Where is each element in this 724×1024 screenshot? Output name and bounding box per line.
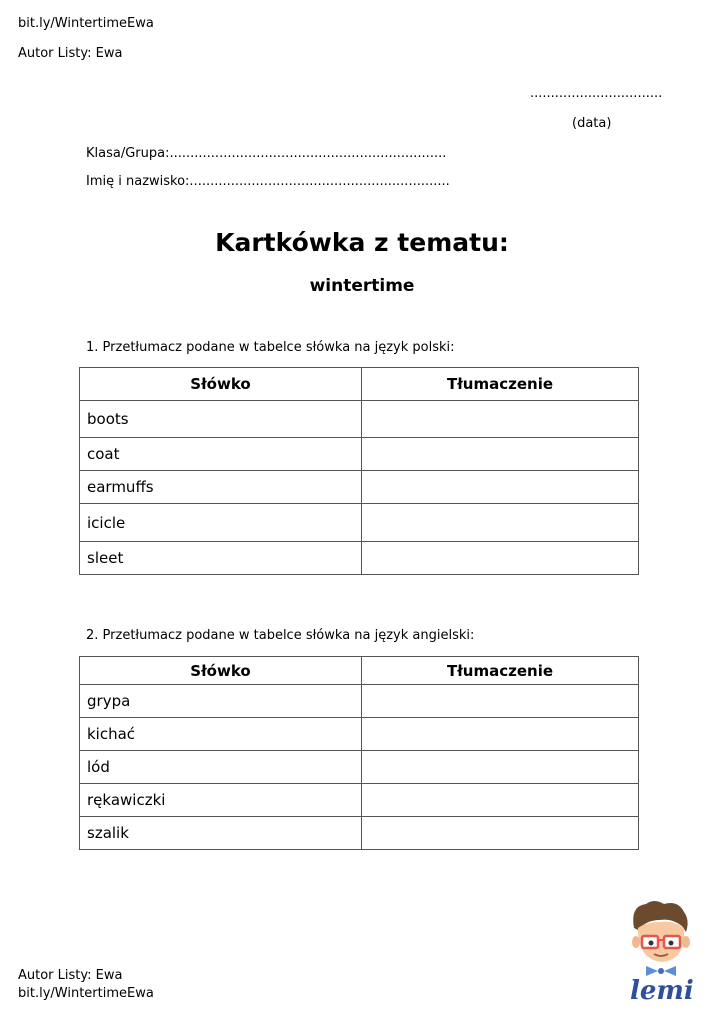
task1-instruction: 1. Przetłumacz podane w tabelce słówka na język polski: (86, 340, 455, 355)
table-row (80, 401, 639, 438)
word-cell: lód (80, 751, 362, 784)
page-subtitle: wintertime (309, 276, 415, 296)
table-row (80, 751, 639, 784)
task1-table (79, 367, 639, 575)
header-author: Autor Listy: Ewa (18, 46, 123, 61)
translation-cell[interactable] (362, 751, 639, 784)
footer-author: Autor Listy: Ewa (18, 968, 123, 983)
task2-instruction: 2. Przetłumacz podane w tabelce słówka na język angielski: (86, 628, 475, 643)
table-row (80, 784, 639, 817)
translation-cell[interactable] (362, 685, 639, 718)
word-cell: sleet (80, 542, 362, 575)
translation-cell[interactable] (362, 401, 639, 438)
column-header-word: Słówko (80, 368, 362, 401)
word-cell: icicle (80, 504, 362, 542)
page-title: Kartkówka z tematu: (215, 228, 509, 257)
word-cell: rękawiczki (80, 784, 362, 817)
name-field: Imię i nazwisko:............................................................... (86, 174, 450, 189)
translation-cell[interactable] (362, 504, 639, 542)
translation-cell[interactable] (362, 471, 639, 504)
word-cell: boots (80, 401, 362, 438)
table-row (80, 471, 639, 504)
table-row (80, 718, 639, 751)
date-label: (data) (572, 116, 612, 131)
translation-cell[interactable] (362, 542, 639, 575)
table-header-row (80, 657, 639, 685)
translation-cell[interactable] (362, 718, 639, 751)
word-cell: earmuffs (80, 471, 362, 504)
table-row (80, 542, 639, 575)
column-header-word: Słówko (80, 657, 362, 685)
column-header-translation: Tłumaczenie (362, 368, 639, 401)
word-cell: kichać (80, 718, 362, 751)
table-row (80, 817, 639, 850)
class-field: Klasa/Grupa:................................................................... (86, 146, 447, 161)
task2-table (79, 656, 639, 850)
table-row (80, 504, 639, 542)
word-cell: szalik (80, 817, 362, 850)
table-row (80, 685, 639, 718)
table-row (80, 438, 639, 471)
column-header-translation: Tłumaczenie (362, 657, 639, 685)
footer-link: bit.ly/WintertimeEwa (18, 986, 154, 1001)
date-field: ................................ (530, 86, 663, 101)
translation-cell[interactable] (362, 817, 639, 850)
lemi-logo (624, 898, 698, 1010)
word-cell: grypa (80, 685, 362, 718)
table-header-row (80, 368, 639, 401)
header-link: bit.ly/WintertimeEwa (18, 16, 154, 31)
logo-text: lemi (630, 976, 694, 1006)
translation-cell[interactable] (362, 438, 639, 471)
translation-cell[interactable] (362, 784, 639, 817)
word-cell: coat (80, 438, 362, 471)
